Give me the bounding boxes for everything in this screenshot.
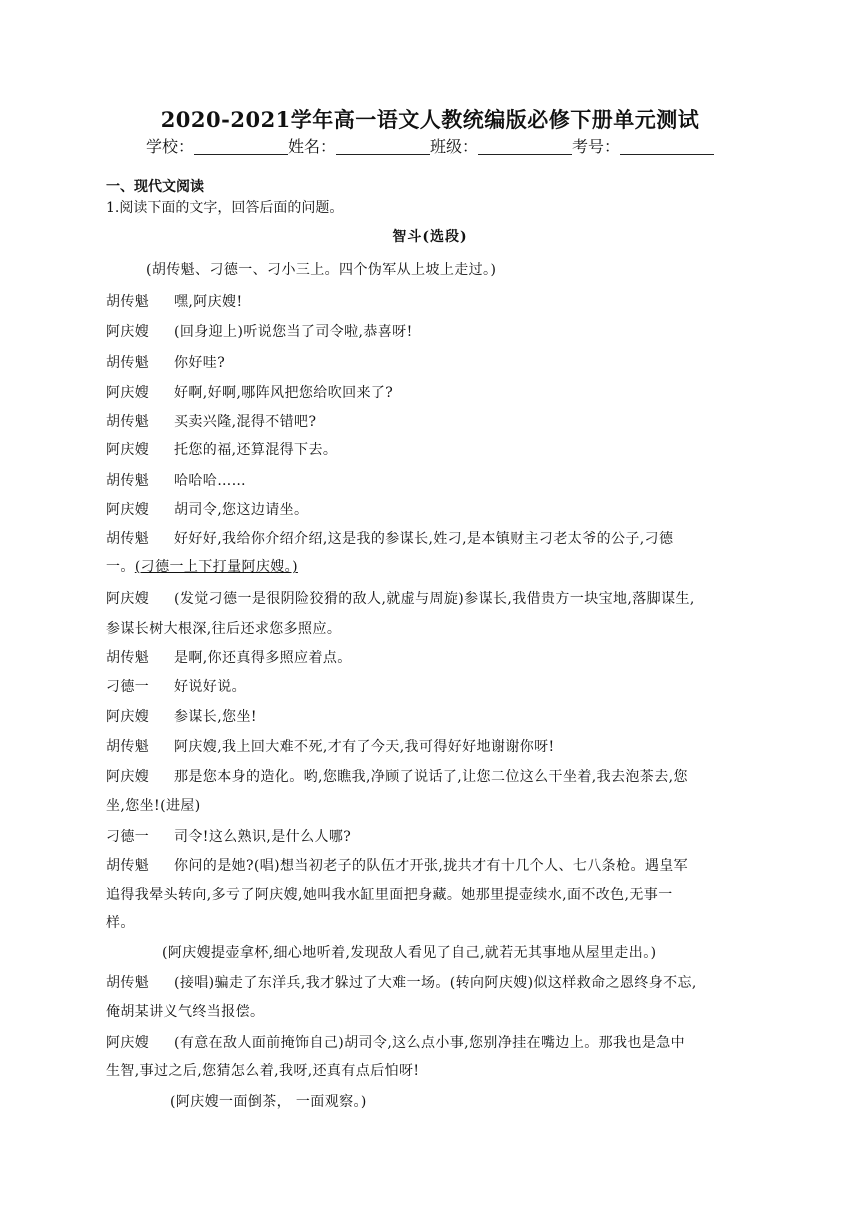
dialog-line xyxy=(106,855,688,875)
dialog-continuation xyxy=(106,884,673,904)
dialog-text: (回身迎上)听说您当了司令啦,恭喜呀! xyxy=(174,324,413,340)
dialog-text: 买卖兴隆,混得不错吧? xyxy=(174,414,317,430)
dialog-continuation xyxy=(106,618,341,638)
speaker-name: 刁德一 xyxy=(106,679,150,695)
dialog-text: 是啊,你还真得多照应着点。 xyxy=(174,650,352,666)
school-blank xyxy=(194,138,288,155)
dialog-line xyxy=(106,321,413,341)
dialog-line xyxy=(106,470,246,490)
dialog-text: (有意在敌人面前掩饰自己)胡司令,这么点小事,您别净挂在嘴边上。那我也是急中 xyxy=(174,1035,686,1051)
dialog-text: 参谋长树大根深,往后还求您多照应。 xyxy=(106,621,342,637)
speaker-name: 胡传魁 xyxy=(106,739,150,755)
dialog-text: 你好哇? xyxy=(174,355,226,371)
stage-direction: (胡传魁、刁德一、刁小三上。四个伪军从上坡上走过。) xyxy=(146,262,497,278)
dialog-line xyxy=(106,528,673,548)
speaker-name: 胡传魁 xyxy=(106,294,150,310)
speaker-name: 胡传魁 xyxy=(106,650,150,666)
dialog-text: 胡司令,您这边请坐。 xyxy=(174,502,309,518)
dialog-text: 那是您本身的造化。哟,您瞧我,净顾了说话了,让您二位这么干坐着,我去泡茶去,您 xyxy=(174,769,688,785)
dialog-continuation xyxy=(106,1001,264,1021)
dialog-line xyxy=(106,706,257,726)
dialog-text: 追得我晕头转向,多亏了阿庆嫂,她叫我水缸里面把身藏。她那里提壶续水,面不改色,无事一 xyxy=(106,887,673,903)
dialog-continuation xyxy=(106,556,298,576)
dialog-line xyxy=(106,826,351,846)
speaker-name: 阿庆嫂 xyxy=(106,591,150,607)
dialog-line xyxy=(106,676,246,696)
dialog-text: (接唱)骗走了东洋兵,我才躲过了大难一场。(转向阿庆嫂)似这样救命之恩终身不忘, xyxy=(174,975,697,991)
dialog-line xyxy=(106,647,352,667)
dialog-text: 哈哈哈…… xyxy=(174,473,246,489)
exam-number-label: 考号： xyxy=(572,137,621,156)
stage-direction: (阿庆嫂提壶拿杯,细心地听着,发现敌人看见了自己,就若无其事地从屋里走出。) xyxy=(162,945,657,961)
dialog-text: 好说好说。 xyxy=(174,679,246,695)
speaker-name: 胡传魁 xyxy=(106,531,150,547)
speaker-name: 阿庆嫂 xyxy=(106,709,150,725)
speaker-name: 刁德一 xyxy=(106,829,150,845)
speaker-name: 胡传魁 xyxy=(106,414,150,430)
dialog-text: 你问的是她?(唱)想当初老子的队伍才开张,拢共才有十几个人、七八条枪。遇皇军 xyxy=(174,858,689,874)
class-blank xyxy=(478,138,572,155)
speaker-name: 阿庆嫂 xyxy=(106,502,150,518)
speaker-name: 胡传魁 xyxy=(106,975,150,991)
dialog-text: 嘿,阿庆嫂! xyxy=(174,294,243,310)
section-heading: 一、现代文阅读 xyxy=(106,179,204,195)
dialog-text: 托您的福,还算混得下去。 xyxy=(174,442,338,458)
dialog-continuation xyxy=(106,1060,419,1080)
dialog-text: 参谋长,您坐! xyxy=(174,709,257,725)
speaker-name: 胡传魁 xyxy=(106,473,150,489)
speaker-name: 阿庆嫂 xyxy=(106,442,150,458)
dialog-line xyxy=(106,588,695,608)
class-label: 班级： xyxy=(430,137,479,156)
dialog-text: 好啊,好啊,哪阵风把您给吹回来了? xyxy=(174,385,394,401)
exam-number-blank xyxy=(620,138,714,155)
question-instruction: 1.阅读下面的文字，回答后面的问题。 xyxy=(106,200,344,216)
speaker-name: 胡传魁 xyxy=(106,355,150,371)
dialog-text: 阿庆嫂,我上回大难不死,才有了今天,我可得好好地谢谢你呀! xyxy=(174,739,555,755)
school-label: 学校： xyxy=(145,137,194,156)
speaker-name: 阿庆嫂 xyxy=(106,385,150,401)
student-info-row xyxy=(0,134,860,157)
underlined-stage-direction: (刁德一上下打量阿庆嫂。) xyxy=(134,559,298,575)
dialog-line xyxy=(106,766,688,786)
dialog-line xyxy=(106,352,225,372)
dialog-line xyxy=(106,439,337,459)
dialog-text: 样。 xyxy=(106,915,135,931)
passage-title: 智斗(选段) xyxy=(392,229,468,245)
dialog-text: 好好好,我给你介绍介绍,这是我的参谋长,姓刁,是本镇财主刁老太爷的公子,刁德 xyxy=(174,531,674,547)
name-blank xyxy=(336,138,430,155)
dialog-line xyxy=(106,499,308,519)
dialog-line xyxy=(106,411,316,431)
stage-direction: (阿庆嫂一面倒茶， 一面观察。) xyxy=(170,1094,367,1110)
dialog-line xyxy=(106,291,242,311)
speaker-name: 胡传魁 xyxy=(106,858,150,874)
dialog-line xyxy=(106,972,697,992)
name-label: 姓名： xyxy=(287,137,336,156)
dialog-text: 坐,您坐!(进屋) xyxy=(106,798,201,814)
dialog-line xyxy=(106,1032,685,1052)
dialog-text: (发觉刁德一是很阴险狡猾的敌人,就虚与周旋)参谋长,我借贵方一块宝地,落脚谋生, xyxy=(174,591,695,607)
dialog-text: 司令!这么熟识,是什么人哪? xyxy=(174,829,352,845)
speaker-name: 阿庆嫂 xyxy=(106,769,150,785)
exam-title: 2020-2021学年高一语文人教统编版必修下册单元测试 xyxy=(160,107,700,132)
dialog-continuation xyxy=(106,795,201,815)
speaker-name: 阿庆嫂 xyxy=(106,324,150,340)
dialog-text: 俺胡某讲义气终当报偿。 xyxy=(106,1004,265,1020)
dialog-line xyxy=(106,382,393,402)
dialog-continuation xyxy=(106,912,135,932)
speaker-name: 阿庆嫂 xyxy=(106,1035,150,1051)
dialog-text: 生智,事过之后,您猜怎么着,我呀,还真有点后怕呀! xyxy=(106,1063,420,1079)
dialog-text: 一。 xyxy=(106,559,135,575)
dialog-line xyxy=(106,736,555,756)
